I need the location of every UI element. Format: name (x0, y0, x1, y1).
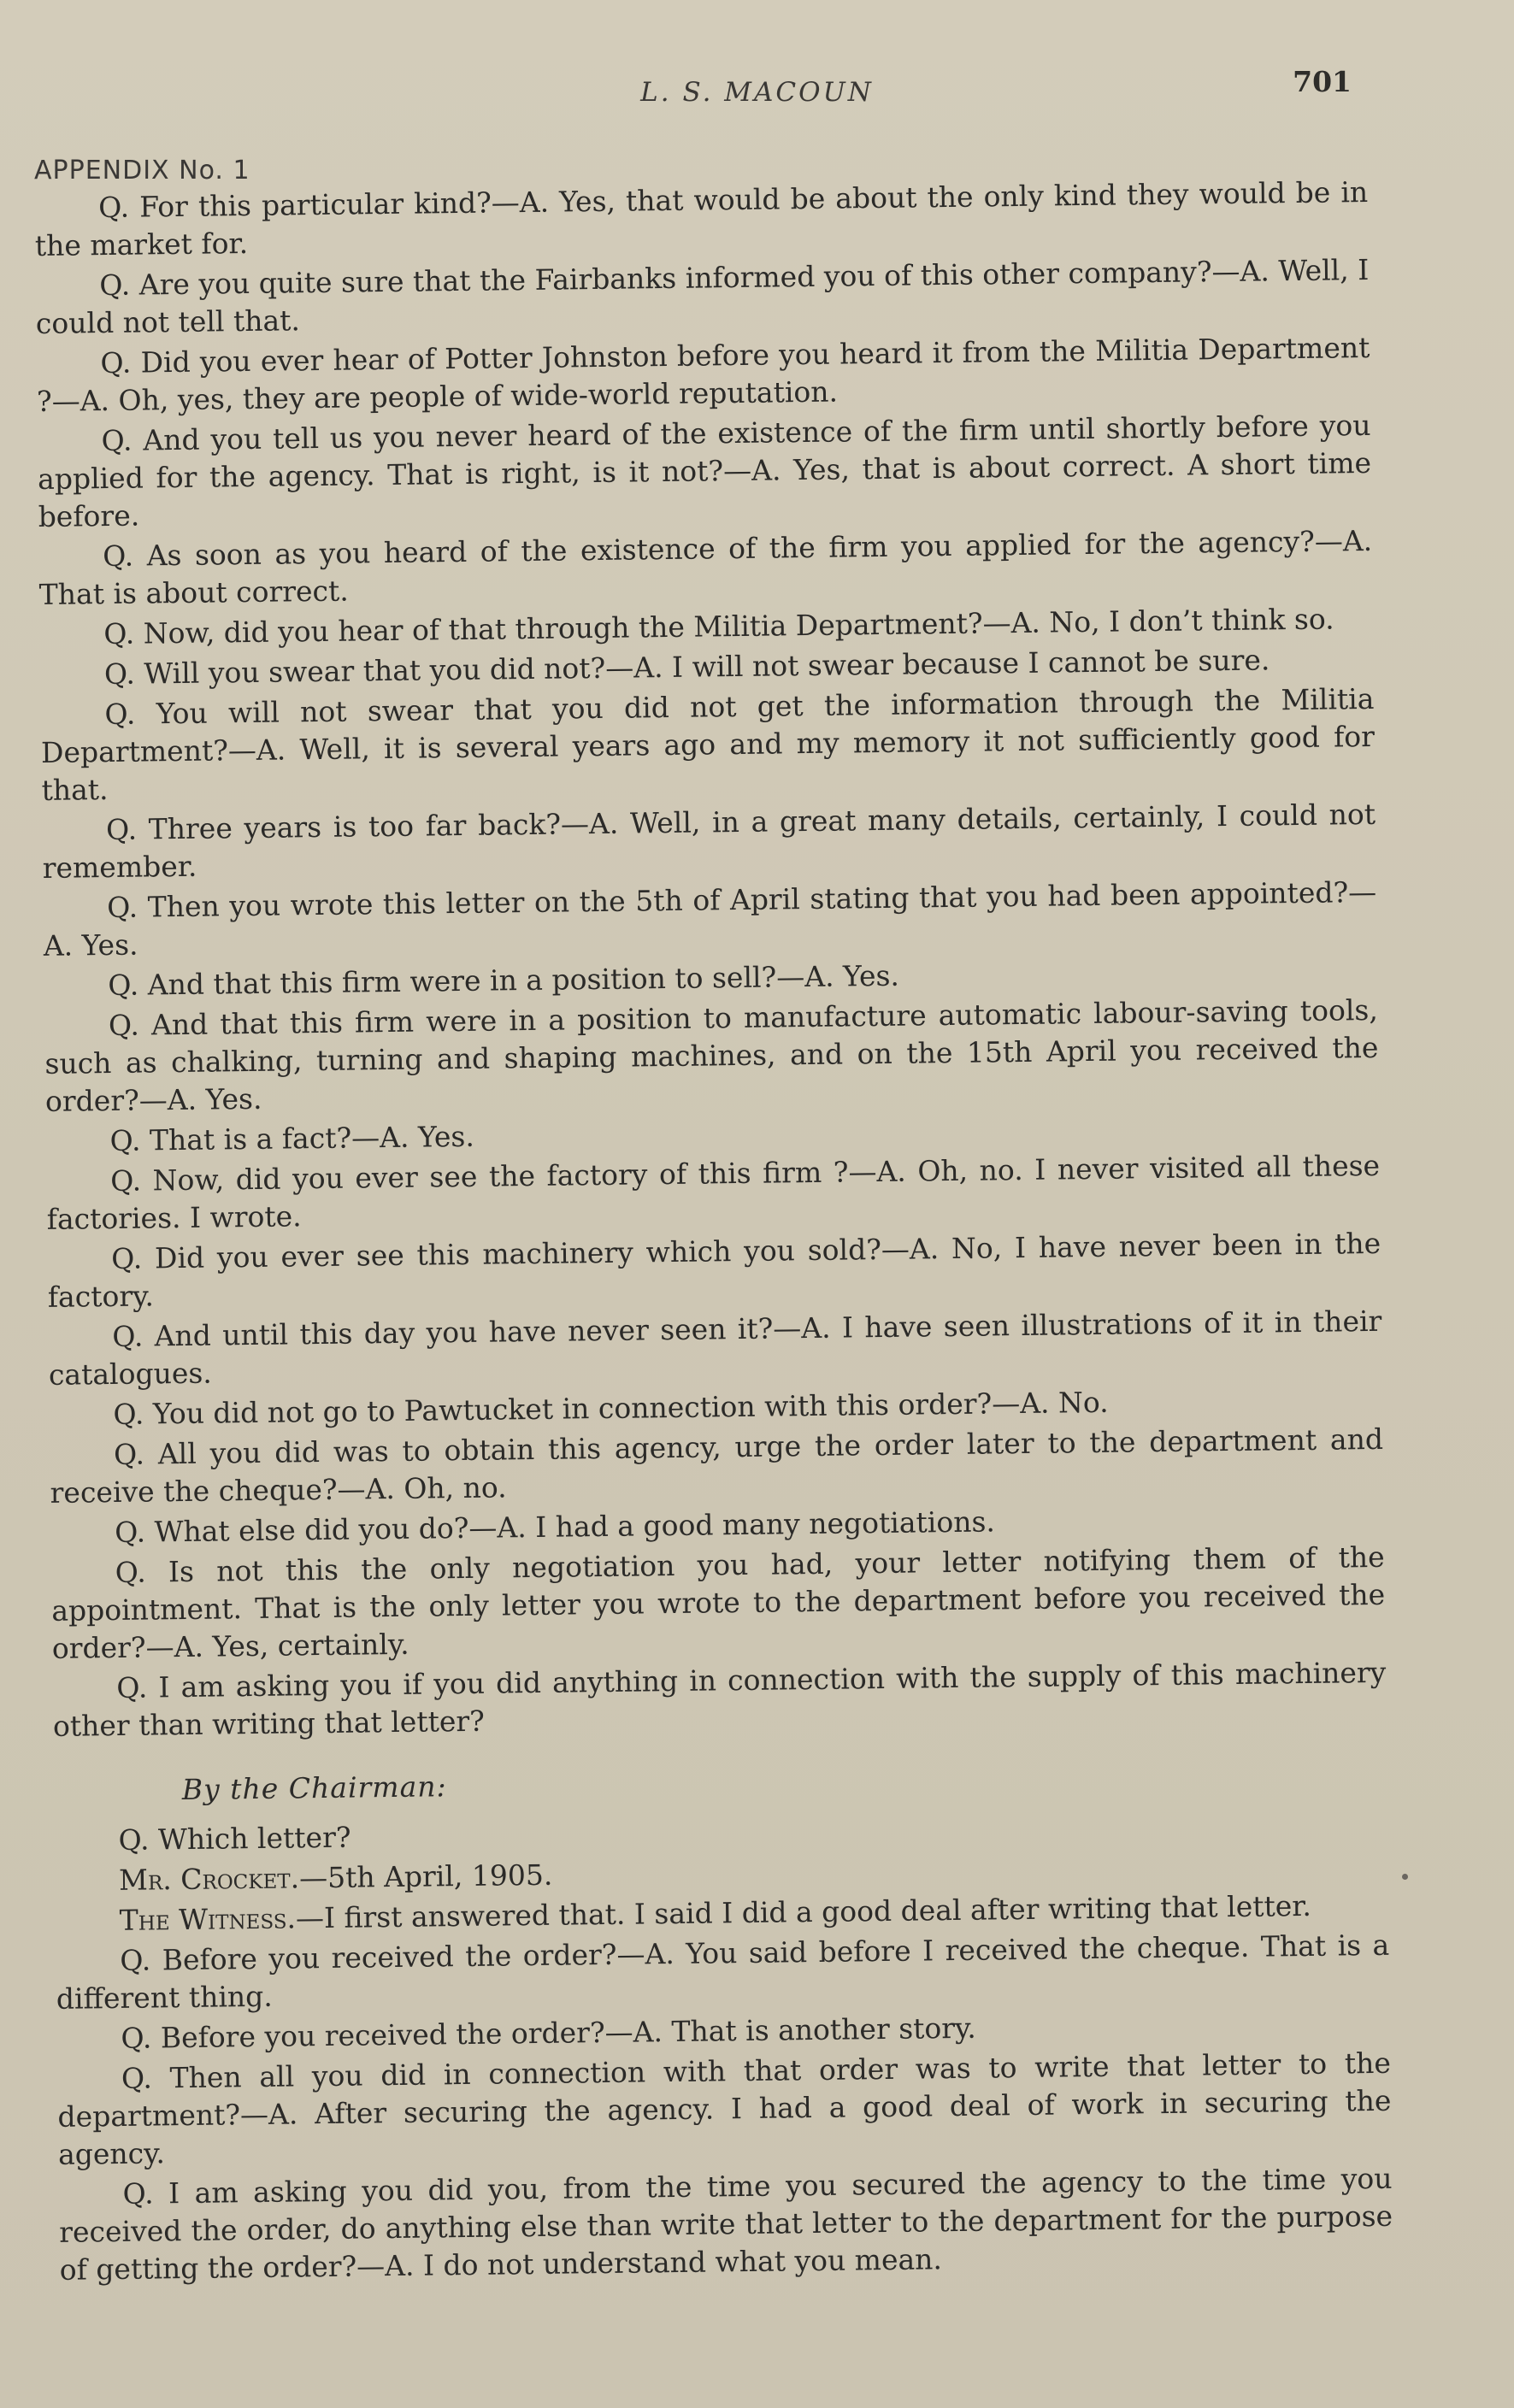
testimony-paragraph: Q. Three years is too far back?—A. Well, in a great many details, certainly, I could not remember. (42, 797, 1376, 885)
testimony-paragraph: Q. Then you wrote this letter on the 5th of April stating that you had been appointed?—A. Yes. (43, 874, 1377, 963)
testimony-body (34, 174, 1393, 2292)
appendix-label: APPENDIX No. 1 (34, 156, 250, 185)
testimony-paragraph: Q. For this particular kind?—A. Yes, that would be about the only kind they would be in the market for. (34, 174, 1369, 262)
testimony-paragraph: Q. I am asking you did you, from the time you secured the agency to the time you received the order, do anything else than write that letter to the department for the purpose of getting the order?—A. I do not understand what you mean. (58, 2161, 1393, 2287)
testimony-paragraph: Q. You did not go to Pawtucket in connection with this order?—A. No. (113, 1385, 1109, 1431)
running-head: L. S. MACOUN (640, 77, 874, 108)
testimony-paragraph: Q. And you tell us you never heard of the existence of the firm until shortly before you applied for the agency. That is right, is it not?—A. Yes, that is about correct. A short time before. (37, 408, 1372, 533)
testimony-paragraph: Q. And that this firm were in a position to sell?—A. Yes. (108, 958, 900, 1003)
testimony-paragraph: Q. Before you received the order?—A. That is another story. (121, 2011, 977, 2055)
testimony-paragraph: Q. That is a fact?—A. Yes. (109, 1119, 475, 1157)
speaker-name-witness: The Witness. (119, 1901, 297, 1937)
testimony-paragraph: Q. Then all you did in connection with that order was to write that letter to the department?—A. After securing the agency. I had a good deal of work in securing the agency. (57, 2046, 1392, 2171)
testimony-paragraph: Q. Before you received the order?—A. You said before I received the cheque. That is a different thing. (56, 1928, 1390, 2016)
witness-text: —I first answered that. I said I did a good deal after writing that letter. (295, 1888, 1312, 1935)
testimony-paragraph: Q. Are you quite sure that the Fairbanks informed you of this other company?—A. Well, I could not tell that. (35, 252, 1370, 340)
crocket-text: —5th April, 1905. (298, 1858, 553, 1895)
section-heading-chairman: By the Chairman: (181, 1769, 447, 1807)
ink-speck (1402, 1874, 1408, 1880)
testimony-paragraph: Q. All you did was to obtain this agency, urge the order later to the department and receive the cheque?—A. Oh, no. (50, 1422, 1384, 1510)
testimony-paragraph: Q. What else did you do?—A. I had a good many negotiations. (114, 1504, 996, 1549)
chairman-question: Q. Which letter? (118, 1820, 351, 1857)
speaker-name-crocket: Mr. Crocket. (118, 1861, 300, 1897)
testimony-paragraph: Q. Is not this the only negotiation you had, your letter notifying them of the appointment. That is the only letter you wrote to the department before you received the order?—A. Yes, certainly. (51, 1540, 1386, 1665)
page-number: 701 (1293, 65, 1352, 98)
testimony-paragraph: Q. As soon as you heard of the existence of the firm you applied for the agency?—A. That is about correct. (38, 523, 1373, 611)
testimony-paragraph: Q. Did you ever hear of Potter Johnston before you heard it from the Militia Department ?—A. Oh, yes, they are people of wide-world reputation. (36, 330, 1370, 418)
testimony-paragraph: Q. And that this firm were in a position to manufacture automatic labour-saving tools, such as chalking, turning and shaping machines, and on the 15th April you received the order?—A. Yes. (44, 992, 1379, 1118)
testimony-paragraph: Q. Did you ever see this machinery which you sold?—A. No, I have never been in the factory. (47, 1226, 1381, 1314)
testimony-paragraph: Q. I am asking you if you did anything in connection with the supply of this machinery other than writing that letter? (52, 1655, 1387, 1743)
testimony-paragraph: Q. Will you swear that you did not?—A. I will not swear because I cannot be sure. (103, 643, 1270, 692)
testimony-paragraph: Q. And until this day you have never seen it?—A. I have seen illustrations of it in their catalogues. (48, 1304, 1382, 1392)
testimony-paragraph: Q. Now, did you ever see the factory of this firm ?—A. Oh, no. I never visited all these factories. I wrote. (46, 1148, 1381, 1236)
testimony-paragraph: Q. You will not swear that you did not get the information through the Militia Department?—A. Well, it is several years ago and my memory it not sufficiently good for that. (40, 681, 1376, 807)
testimony-paragraph: Q. Now, did you hear of that through the Militia Department?—A. No, I don’t think so. (103, 602, 1334, 651)
